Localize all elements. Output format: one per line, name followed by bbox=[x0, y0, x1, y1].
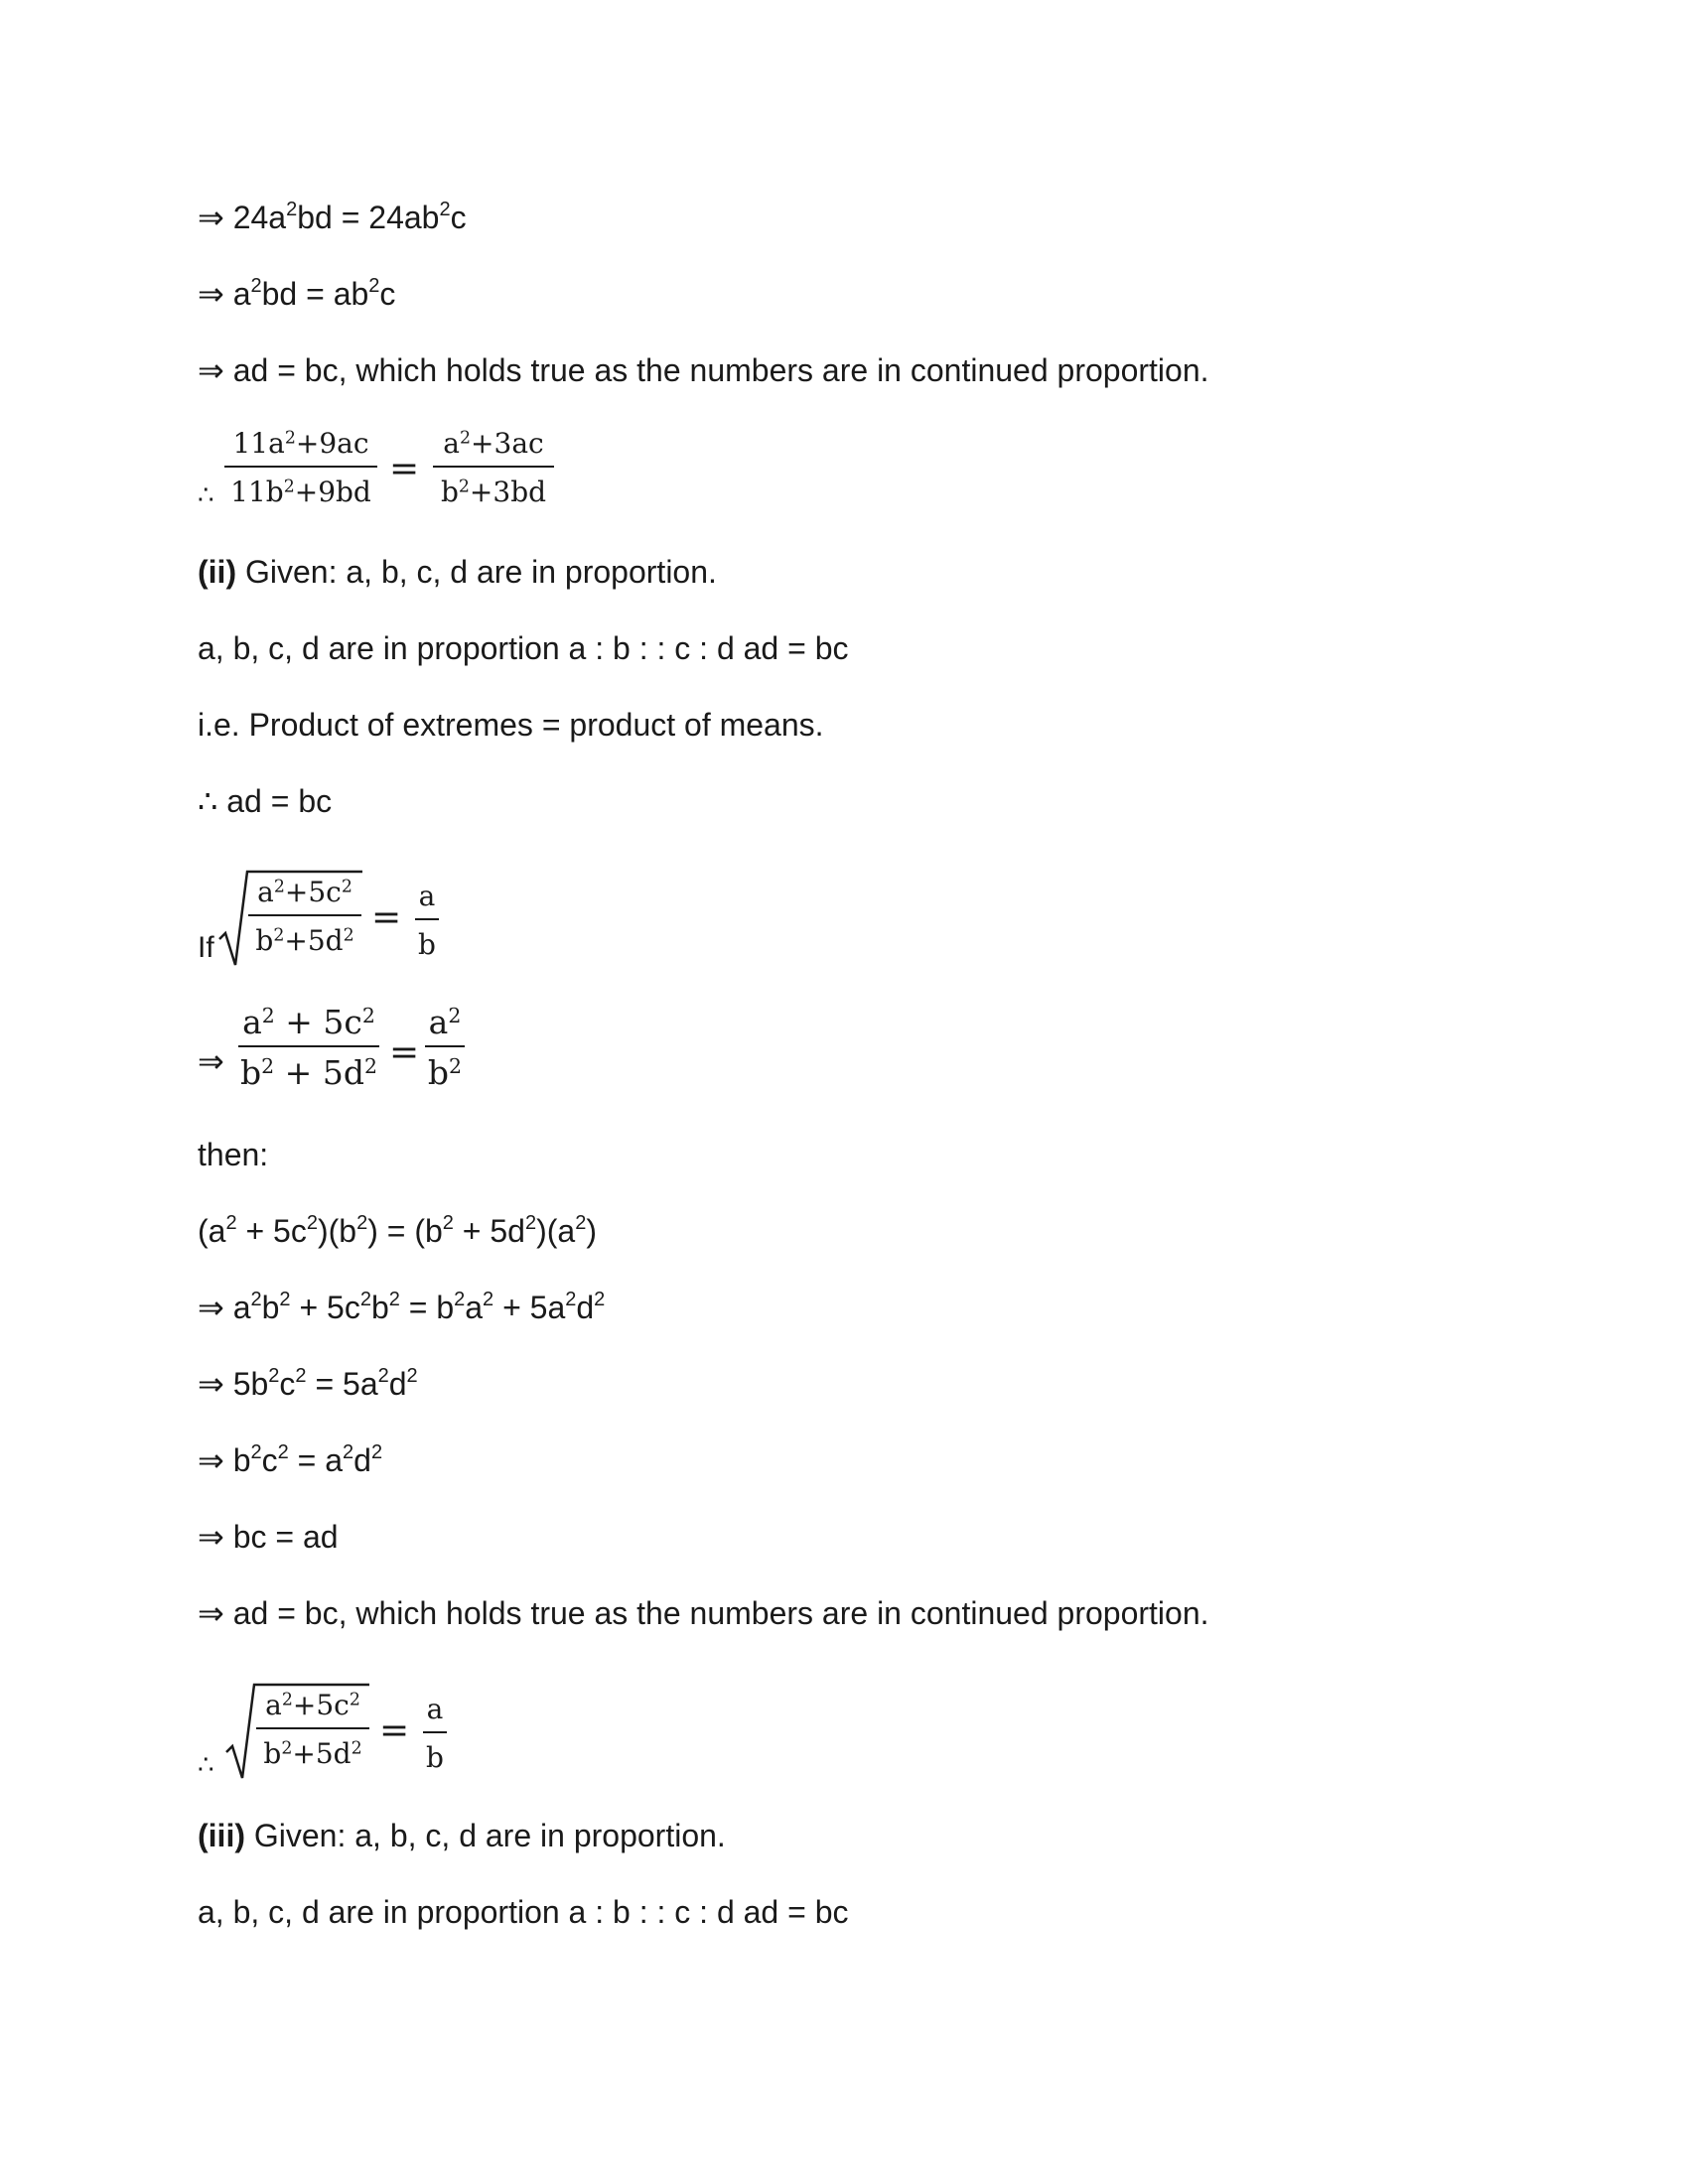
fraction-bar bbox=[425, 1045, 465, 1047]
denominator: $b^2+5d^2$ bbox=[263, 1737, 362, 1770]
numerator: a bbox=[426, 1693, 444, 1725]
text: c bbox=[450, 200, 467, 235]
denominator: $b^2+3bd$ bbox=[440, 476, 547, 508]
step-line: a, b, c, d are in proportion a : b : : c : d ad = bc bbox=[198, 630, 849, 666]
text: bd = ab bbox=[261, 276, 369, 312]
step-line: a, b, c, d are in proportion a : b : : c : d ad = bc bbox=[198, 1894, 849, 1930]
numerator: $a^2 + 5c^2$ bbox=[242, 1003, 375, 1041]
therefore-symbol: ∴ bbox=[198, 1749, 214, 1779]
equals-sign: = bbox=[379, 1710, 410, 1751]
exponent: 2 bbox=[368, 275, 380, 297]
numerator: $a^2$ bbox=[428, 1003, 462, 1041]
exponent: 2 bbox=[286, 199, 298, 220]
therefore-symbol: ∴ bbox=[198, 479, 214, 509]
text: Given: a, b, c, d are in proportion. bbox=[236, 554, 717, 590]
step-line bbox=[198, 198, 467, 237]
if-label: If bbox=[198, 931, 214, 964]
step-line: ⇒ bc = ad bbox=[198, 1519, 339, 1555]
step-line: ⇒ $5b^2c^2 = 5a^2d^2$ bbox=[198, 1365, 418, 1402]
denominator: $b^2 + 5d^2$ bbox=[240, 1053, 377, 1092]
fraction-bar bbox=[256, 1727, 369, 1729]
fraction-bar bbox=[433, 466, 554, 468]
text: ⇒ a bbox=[198, 276, 251, 312]
radical-fraction bbox=[248, 876, 361, 957]
text: c bbox=[379, 276, 396, 312]
fraction-bar bbox=[415, 918, 439, 920]
text: bd = 24ab bbox=[297, 200, 440, 235]
part-heading bbox=[198, 1816, 726, 1855]
equals-sign: = bbox=[389, 449, 420, 489]
step-line: i.e. Product of extremes = product of means. bbox=[198, 707, 824, 743]
step-line: ⇒ ad = bc, which holds true as the numbers are in continued proportion. bbox=[198, 352, 1209, 388]
numerator: $a^2+3ac$ bbox=[443, 427, 544, 460]
fraction-right bbox=[423, 1693, 447, 1774]
fraction-bar bbox=[423, 1731, 447, 1733]
step-line: ∴ ad = bc bbox=[198, 783, 333, 819]
numerator: a bbox=[418, 880, 436, 912]
part-label: (ii) bbox=[198, 554, 237, 590]
exponent: 2 bbox=[250, 275, 262, 297]
denominator: $b^2$ bbox=[427, 1053, 463, 1092]
denominator: $11b^2+9bd$ bbox=[230, 476, 371, 508]
numerator: $a^2+5c^2$ bbox=[265, 1689, 360, 1721]
text: ⇒ 24a bbox=[198, 200, 287, 235]
fraction-left bbox=[238, 1003, 379, 1092]
fraction-left bbox=[224, 427, 377, 508]
denominator: b bbox=[418, 928, 436, 961]
implies-arrow: ⇒ bbox=[198, 1043, 224, 1079]
text: Given: a, b, c, d are in proportion. bbox=[244, 1818, 726, 1853]
fraction-right bbox=[415, 880, 439, 961]
numerator: $a^2+5c^2$ bbox=[257, 876, 352, 908]
exponent: 2 bbox=[439, 199, 451, 220]
part-label: (iii) bbox=[198, 1818, 245, 1853]
denominator: $b^2+5d^2$ bbox=[255, 924, 354, 957]
numerator: $11a^2+9ac$ bbox=[232, 427, 369, 460]
step-line bbox=[198, 274, 395, 314]
equals-sign: = bbox=[389, 1032, 420, 1073]
fraction-bar bbox=[224, 466, 377, 468]
denominator: b bbox=[426, 1741, 444, 1774]
fraction-right bbox=[433, 427, 554, 508]
radical-fraction bbox=[256, 1689, 369, 1770]
step-line: ⇒ $a^2b^2 + 5c^2b^2 = b^2a^2 + 5a^2d^2$ bbox=[198, 1289, 606, 1325]
fraction-bar bbox=[248, 914, 361, 916]
step-line: then: bbox=[198, 1137, 269, 1172]
equals-sign: = bbox=[371, 897, 402, 938]
part-heading bbox=[198, 552, 717, 592]
step-line: $(a^2 + 5c^2)(b^2) = (b^2 + 5d^2)(a^2)$ bbox=[198, 1212, 597, 1249]
fraction-bar bbox=[238, 1045, 379, 1047]
fraction-right bbox=[425, 1003, 465, 1092]
step-line: ⇒ $b^2c^2 = a^2d^2$ bbox=[198, 1441, 383, 1478]
step-line: ⇒ ad = bc, which holds true as the numbers are in continued proportion. bbox=[198, 1595, 1209, 1631]
